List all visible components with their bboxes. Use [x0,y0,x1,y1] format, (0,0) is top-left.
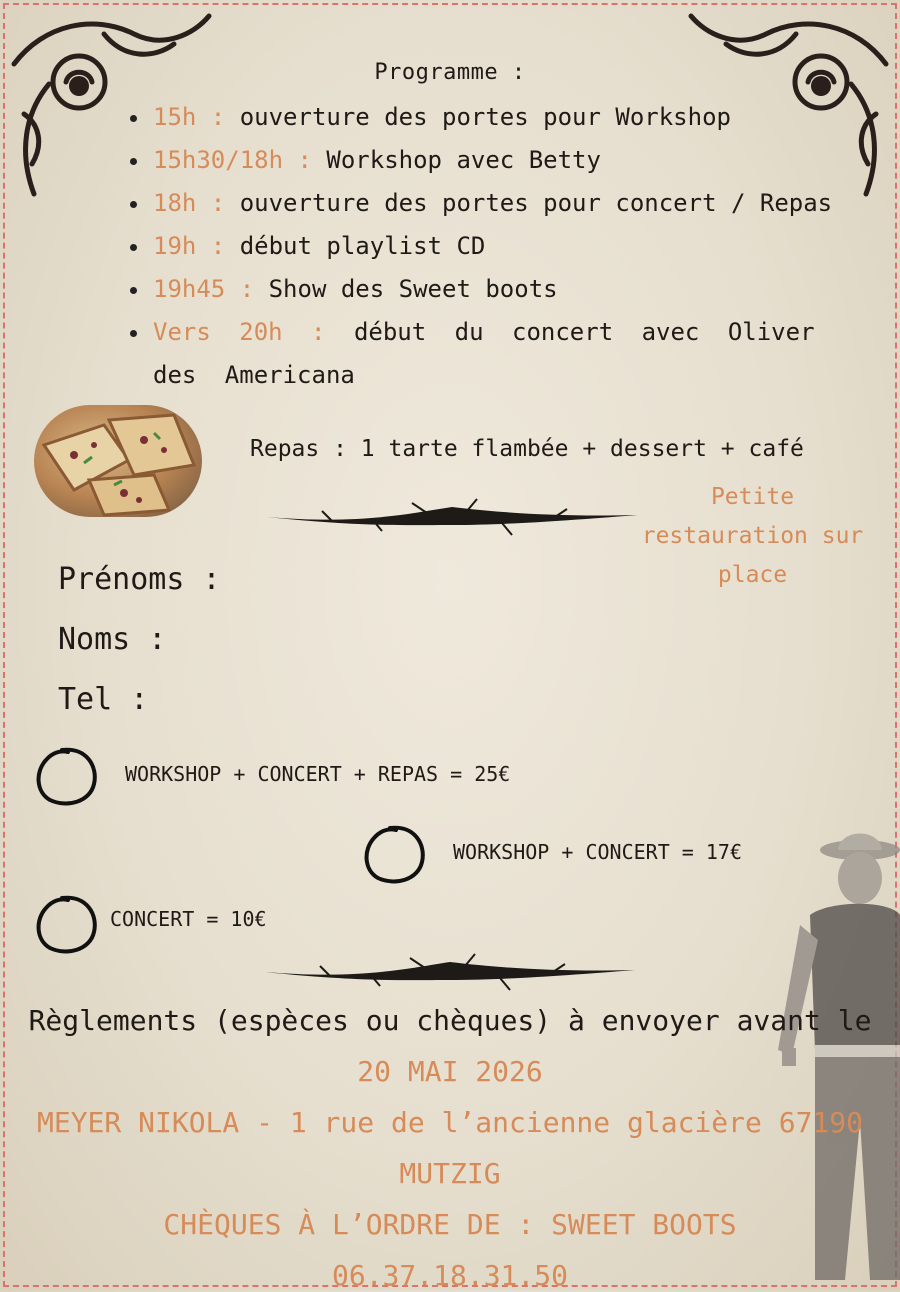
schedule-time: 15h30/18h : [153,146,312,174]
list-item [125,139,845,182]
cheque-payee: CHÈQUES À L’ORDRE DE : SWEET BOOTS [163,1208,737,1241]
list-item [125,96,845,139]
tarte-flambee-image [34,405,202,517]
schedule-text: Workshop avec Betty [311,146,601,174]
option-concert: CONCERT = 10€ [110,907,267,931]
schedule-time: 15h : [153,103,226,131]
mailing-address: MEYER NIKOLA - 1 rue de l’ancienne glacière 67190 [36,1106,863,1139]
mailing-city: MUTZIG [399,1157,501,1190]
schedule-text: Show des Sweet boots [254,275,558,303]
programme-title: Programme : [374,60,526,85]
schedule-text: ouverture des portes pour concert / Repas [225,189,833,217]
list-item [125,311,845,397]
phone-label: Tel : [58,682,149,717]
contact-phone: 06.37.18.31.50 [331,1259,568,1292]
schedule-time: 18h : [153,189,226,217]
option-circle-checkbox[interactable] [360,820,430,890]
restaurant-note: Petite restauration sur place [641,484,864,588]
divider-ornament [262,495,642,543]
list-item [125,225,845,268]
divider-ornament [260,950,640,998]
meal-description: Repas : 1 tarte flambée + dessert + café [250,436,804,462]
option-circle-checkbox[interactable] [32,890,102,960]
schedule-list [125,96,845,397]
schedule-text: début playlist CD [225,232,486,260]
first-names-label: Prénoms : [58,562,221,597]
deadline-date: 20 MAI 2026 [357,1055,543,1088]
last-names-label: Noms : [58,622,167,657]
payment-instructions: Règlements (espèces ou chèques) à envoyer avant le [28,1004,872,1037]
schedule-time: Vers 20h : [153,318,326,346]
schedule-time: 19h : [153,232,226,260]
list-item [125,268,845,311]
option-full-package: WORKSHOP + CONCERT + REPAS = 25€ [125,762,511,786]
schedule-time: 19h45 : [153,275,255,303]
list-item [125,182,845,225]
option-workshop-concert: WORKSHOP + CONCERT = 17€ [453,840,742,864]
schedule-text: ouverture des portes pour Workshop [225,103,731,131]
schedule-text: début du concert avec Oliver des Americana [153,318,815,389]
option-circle-checkbox[interactable] [32,742,102,812]
